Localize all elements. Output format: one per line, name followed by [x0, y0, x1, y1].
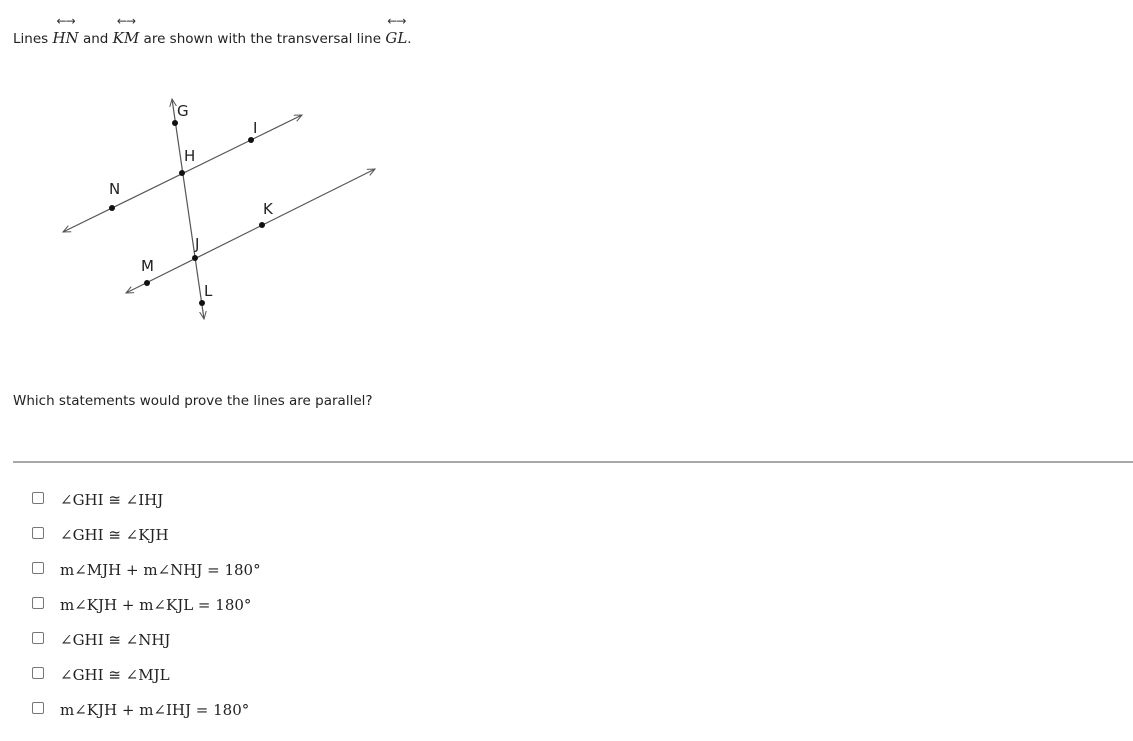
line-km-label: KM — [112, 29, 140, 47]
point-h — [179, 170, 185, 176]
label-h: H — [184, 147, 196, 165]
problem-statement — [13, 14, 412, 49]
point-j — [192, 255, 198, 261]
line-arrow-icon: ←→ — [56, 14, 75, 28]
geometry-figure — [55, 90, 395, 330]
label-j: J — [195, 235, 200, 253]
point-n — [109, 205, 115, 211]
line-arrow-icon: ←→ — [116, 14, 136, 28]
option-2-checkbox[interactable] — [32, 527, 44, 539]
option-3-text: m∠MJH + m∠NHJ = 180° — [60, 561, 261, 579]
point-g — [172, 120, 178, 126]
intro-middle: are shown with the transversal line — [139, 31, 386, 47]
option-5-checkbox[interactable] — [32, 632, 44, 644]
divider — [13, 461, 1133, 463]
intro-and: and — [78, 31, 113, 47]
option-2-text: ∠GHI ≅ ∠KJH — [60, 526, 169, 544]
option-4-checkbox[interactable] — [32, 597, 44, 609]
point-m — [144, 280, 150, 286]
line-arrow-icon: ←→ — [387, 14, 406, 28]
option-1-text: ∠GHI ≅ ∠IHJ — [60, 491, 164, 509]
option-5-text: ∠GHI ≅ ∠NHJ — [60, 631, 171, 649]
question-text: Which statements would prove the lines are parallel? — [13, 393, 373, 409]
point-l — [199, 300, 205, 306]
point-i — [248, 137, 254, 143]
label-i: I — [253, 119, 258, 137]
label-m: M — [141, 257, 154, 275]
option-4-text: m∠KJH + m∠KJL = 180° — [60, 596, 252, 614]
label-n: N — [109, 180, 121, 198]
line-km — [126, 169, 375, 293]
option-3-checkbox[interactable] — [32, 562, 44, 574]
point-k — [259, 222, 265, 228]
label-k: K — [263, 200, 273, 218]
line-hn-label: HN — [52, 29, 79, 47]
intro-suffix: . — [407, 31, 412, 47]
option-7-text: m∠KJH + m∠IHJ = 180° — [60, 701, 250, 719]
label-l: L — [204, 282, 213, 300]
intro-prefix: Lines — [13, 31, 53, 47]
option-6-text: ∠GHI ≅ ∠MJL — [60, 666, 170, 684]
option-1-checkbox[interactable] — [32, 492, 44, 504]
transversal-gl — [172, 99, 204, 319]
line-gl-notation — [385, 14, 408, 49]
option-6-checkbox[interactable] — [32, 667, 44, 679]
label-g: G — [177, 102, 189, 120]
line-gl-label: GL — [385, 29, 408, 47]
line-hn-notation — [52, 14, 79, 49]
line-km-notation — [112, 14, 140, 49]
option-7-checkbox[interactable] — [32, 702, 44, 714]
